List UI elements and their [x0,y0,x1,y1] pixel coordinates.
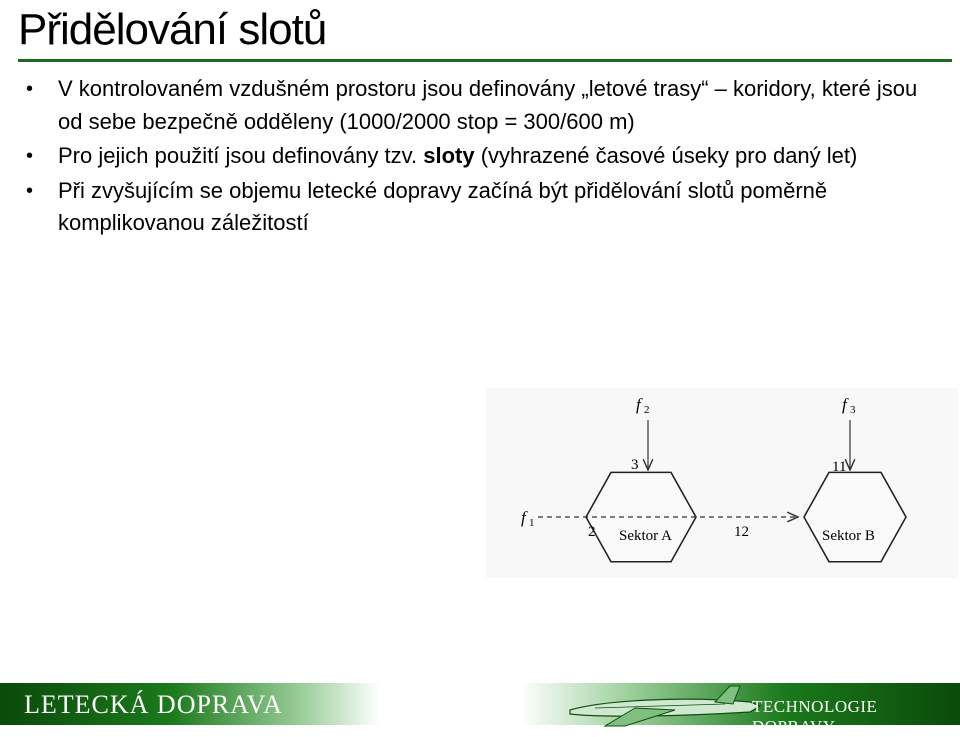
f3-subscript: 3 [850,404,856,416]
f2-subscript: 2 [644,404,650,416]
slot-number-11: 11 [832,459,847,475]
slot-number-12: 12 [734,524,749,540]
slot-number-3: 3 [631,457,639,473]
bullet-item [22,140,922,173]
footer-left-label: LETECKÁ DOPRAVA [24,690,283,719]
footer-right-label: TECHNOLOGIE DOPRAVY [752,697,878,736]
bullet-text-before: Pro jejich použití jsou definovány tzv. [58,143,424,168]
aircraft-illustration [565,680,765,730]
sector-a-label: Sektor A [619,528,672,544]
f2-label: f [636,395,641,414]
bullet-marker: • [26,179,34,202]
sector-b-hexagon [804,472,906,561]
bullet-item [22,175,922,240]
bullet-marker: • [26,145,34,167]
slot-diagram [486,388,958,578]
slot-number-2: 2 [588,524,596,540]
bullet-list [22,73,922,242]
bullet-text: V kontrolovaném vzdušném prostoru jsou definovány „letové trasy“ – koridory, které jsou od sebe bezpečně odděleny (1000/2000 stop = 300/600 m) [58,76,918,134]
sector-b-label: Sektor B [822,528,875,544]
bullet-text-bold: sloty [423,143,475,168]
f1-subscript: 1 [529,517,535,529]
bullet-text: Při zvyšujícím se objemu letecké dopravy začíná být přidělování slotů poměrně komplikovanou záležitostí [58,177,828,235]
bullet-marker: • [26,78,34,100]
title-divider [18,59,952,62]
bullet-item [22,73,922,138]
f1-label: f [521,508,526,527]
f3-label: f [842,395,847,414]
slide-title: Přidělování slotů [18,5,327,54]
bullet-text-after: (vyhrazené časové úseky pro daný let) [474,143,858,168]
